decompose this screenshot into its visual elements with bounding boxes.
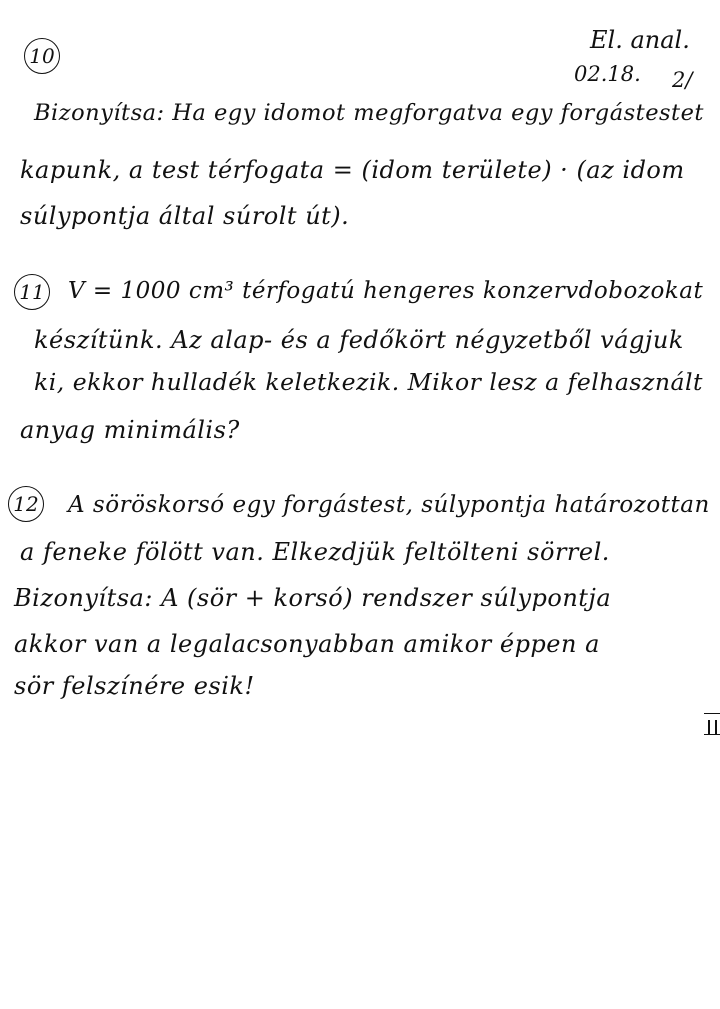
problem-11-line-3: ki, ekkor hulladék keletkezik. Mikor lesz a felhasznált — [34, 368, 703, 396]
course-label: El. anal. — [590, 26, 690, 54]
page-number: 2/ — [672, 68, 693, 92]
problem-11-line-4: anyag minimális? — [20, 416, 240, 444]
problem-11-line-2: készítünk. Az alap- és a fedőkört négyzetből vágjuk — [34, 326, 684, 354]
date-label: 02.18. — [574, 62, 641, 86]
problem-10-line-1: Bizonyítsa: Ha egy idomot megforgatva egy forgástestet — [34, 100, 704, 126]
problem-number-12: 12 — [8, 486, 44, 522]
problem-number-10: 10 — [24, 38, 60, 74]
problem-12-line-5: sör felszínére esik! — [14, 672, 255, 700]
page-edge-mark — [704, 713, 720, 735]
problem-12-line-2: a feneke fölött van. Elkezdjük feltölteni sörrel. — [20, 538, 610, 566]
problem-12-line-4: akkor van a legalacsonyabban amikor éppen a — [14, 630, 600, 658]
problem-11-line-1: V = 1000 cm³ térfogatú hengeres konzervdobozokat — [68, 278, 704, 304]
problem-12-line-1: A söröskorsó egy forgástest, súlypontja határozottan — [68, 492, 710, 518]
problem-10-line-3: súlypontja által súrolt út). — [20, 202, 350, 230]
problem-12-line-3: Bizonyítsa: A (sör + korsó) rendszer súlypontja — [14, 584, 612, 612]
problem-number-11: 11 — [14, 274, 50, 310]
problem-10-line-2: kapunk, a test térfogata = (idom területe) · (az idom — [20, 156, 685, 184]
